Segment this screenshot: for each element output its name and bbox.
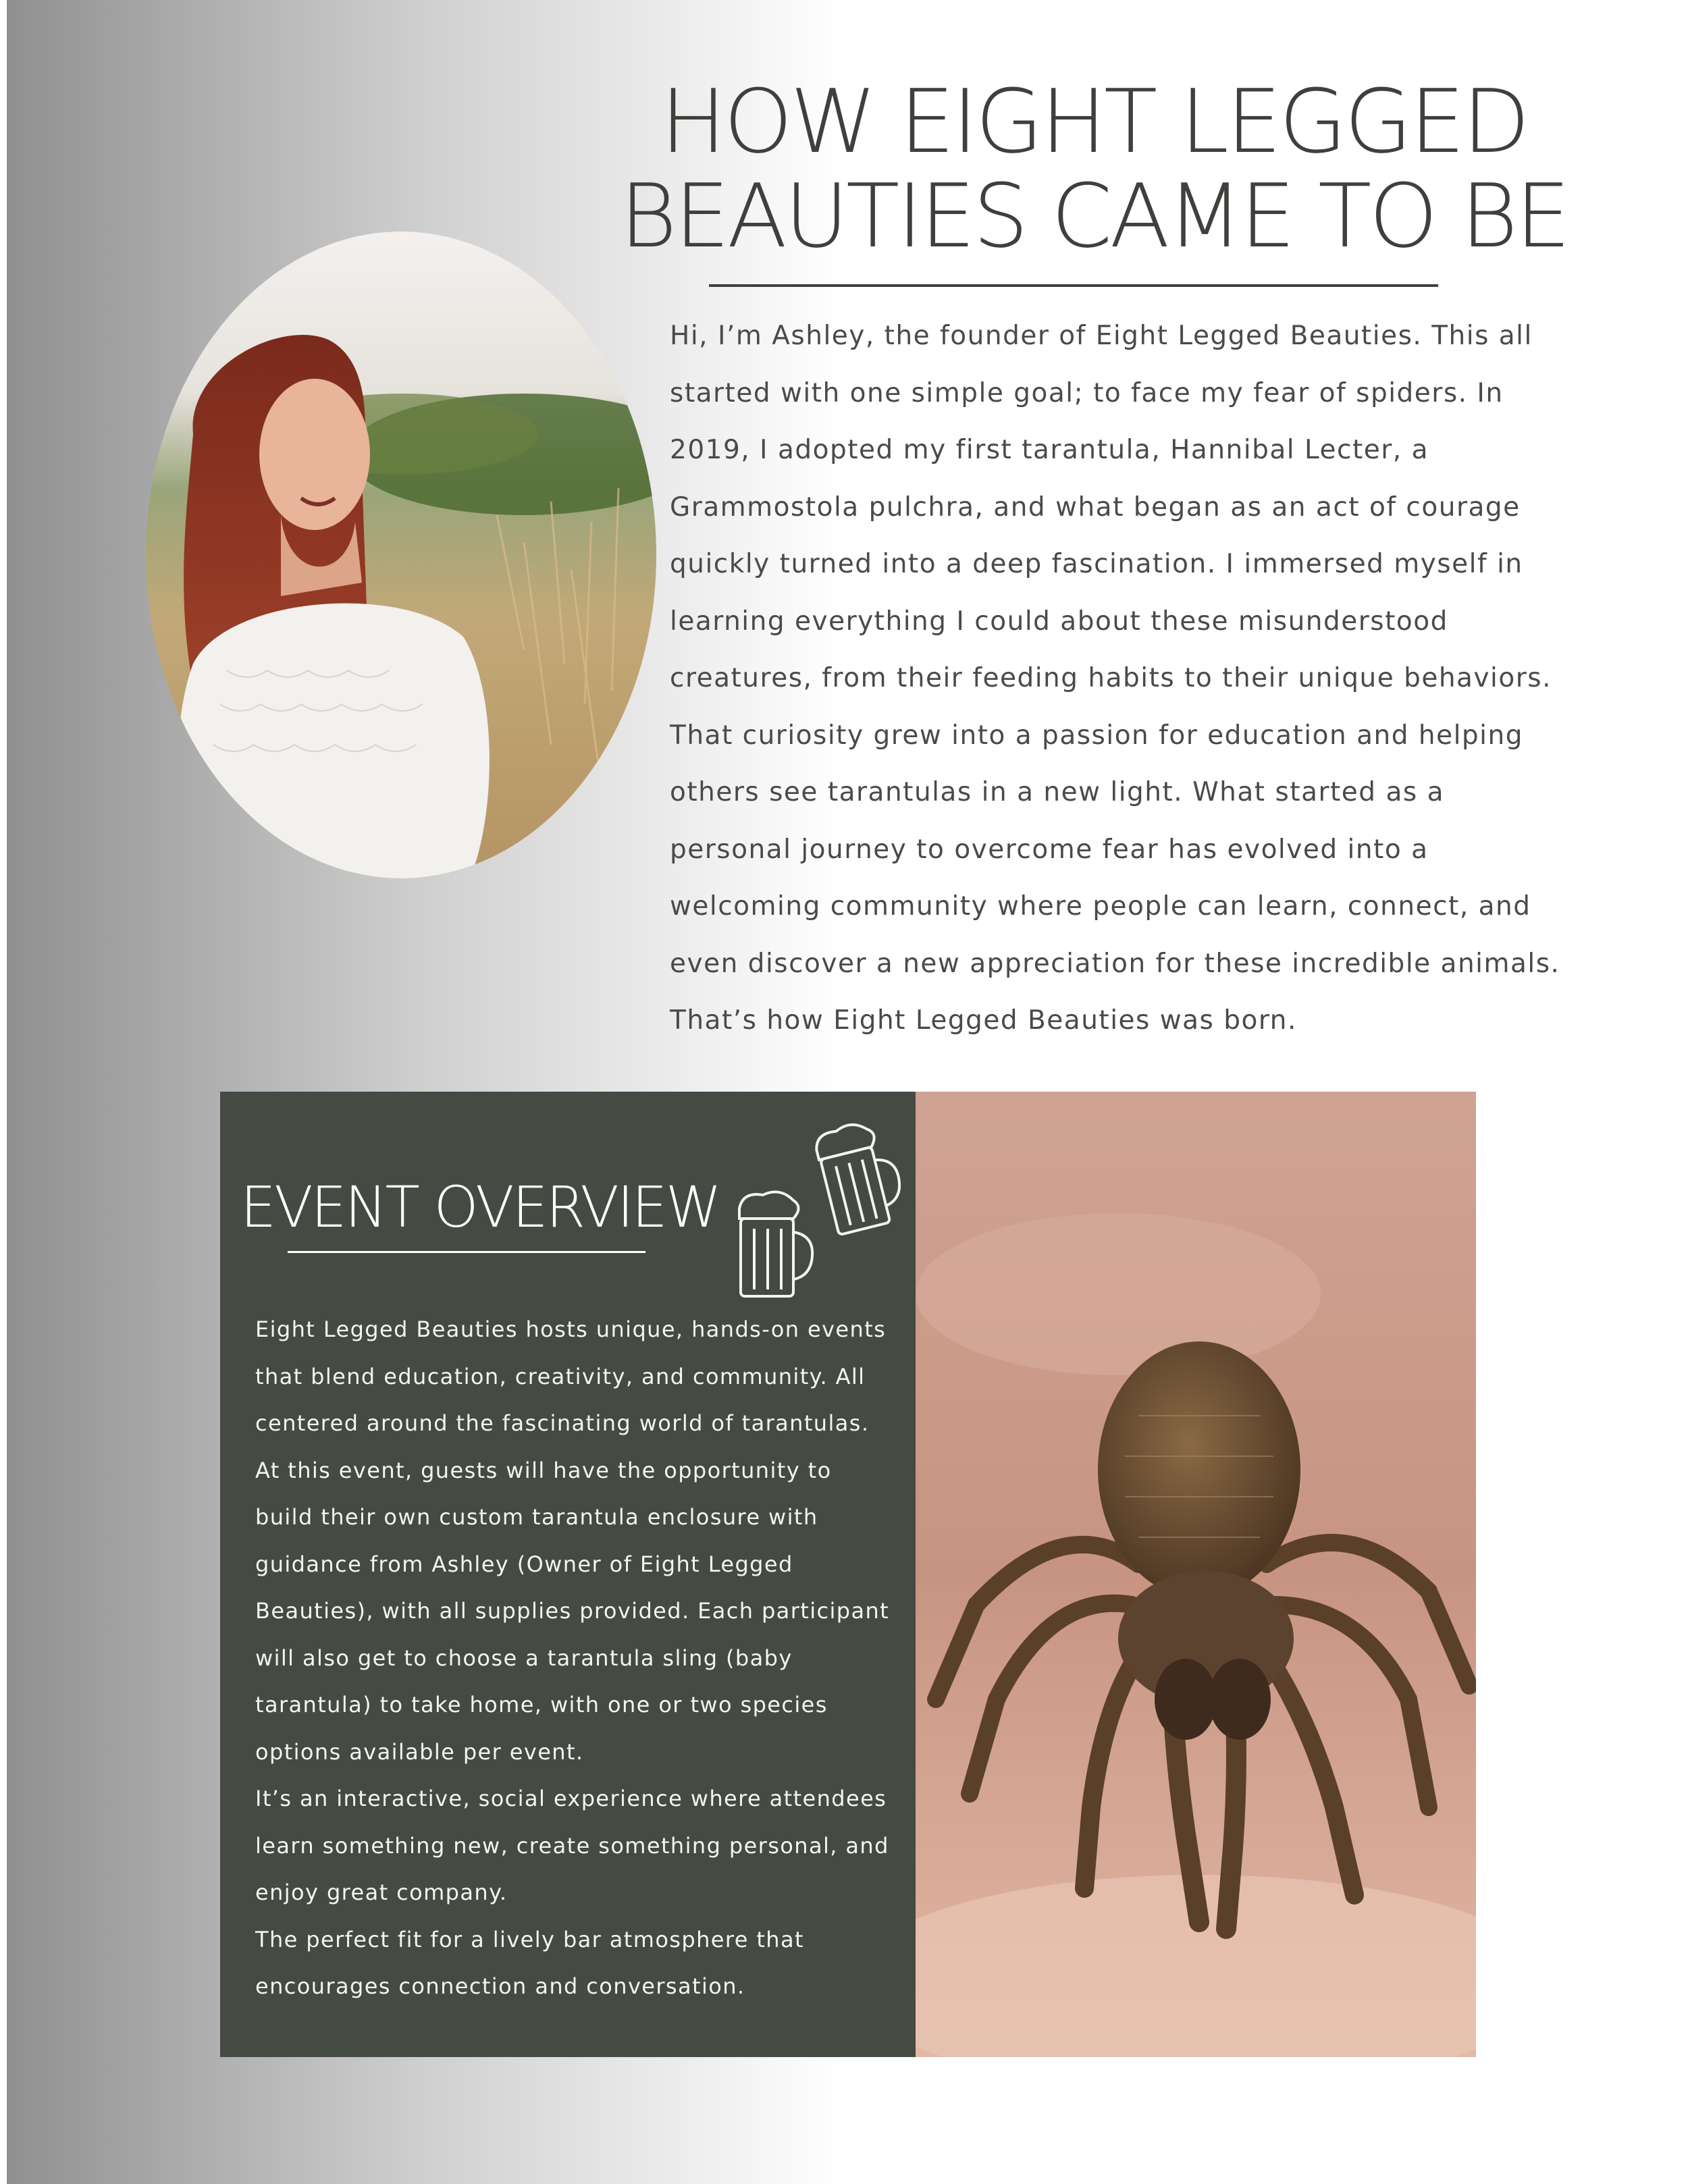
event-paragraph-2: At this event, guests will have the opportunity to build their own custom tarantula enclosure with guidance from Ashley (Owner of Eight Legged Beauties), with all supplies provided. Each participant will also get to choose a tarantula sling (baby tarantula) to take home, with one or two species options available per event. [255, 1457, 890, 1765]
title-divider [709, 284, 1438, 287]
event-overview-title: EVENT OVERVIEW [240, 1174, 720, 1240]
event-title-divider [288, 1251, 645, 1253]
event-overview-text [255, 1306, 897, 2010]
founder-story [670, 308, 1568, 1050]
story-paragraph-2: That curiosity grew into a passion for education and helping others see tarantulas in a new light. What started as a personal journey to overcome fear has evolved into a welcoming community where people can learn, connect, and even discover a new appreciation for these incredible animals. That’s how Eight Legged Beauties was born. [670, 720, 1560, 1036]
page-title [594, 70, 1593, 267]
event-paragraph-4: The perfect fit for a lively bar atmosphere that encourages connection and conversation. [255, 1926, 804, 1999]
story-paragraph-1: Hi, I’m Ashley, the founder of Eight Legged Beauties. This all started with one simple goal; to face my fear of spiders. In 2019, I adopted my first tarantula, Hannibal Lecter, a Grammostola pulchra, and what began as an act of courage quickly turned into a deep fascination. I immersed myself in learning everything I could about these misunderstood creatures, from their feeding habits to their unique behaviors. [670, 321, 1552, 693]
tarantula-photo [916, 1092, 1476, 2057]
beer-mug-icon [810, 1114, 905, 1235]
page-edge [0, 0, 7, 2184]
event-paragraph-1: Eight Legged Beauties hosts unique, hands-on events that blend education, creativity, and community. All centered around the fascinating world of tarantulas. [255, 1316, 887, 1436]
founder-portrait [146, 232, 656, 878]
page-title-line-2: BEAUTIES CAME TO BE [619, 165, 1568, 267]
page-title-line-1: HOW EIGHT LEGGED [660, 70, 1527, 173]
beer-mug-icon [726, 1181, 820, 1303]
event-paragraph-3: It’s an interactive, social experience where attendees learn something new, create something personal, and enjoy great company. [255, 1786, 889, 1905]
